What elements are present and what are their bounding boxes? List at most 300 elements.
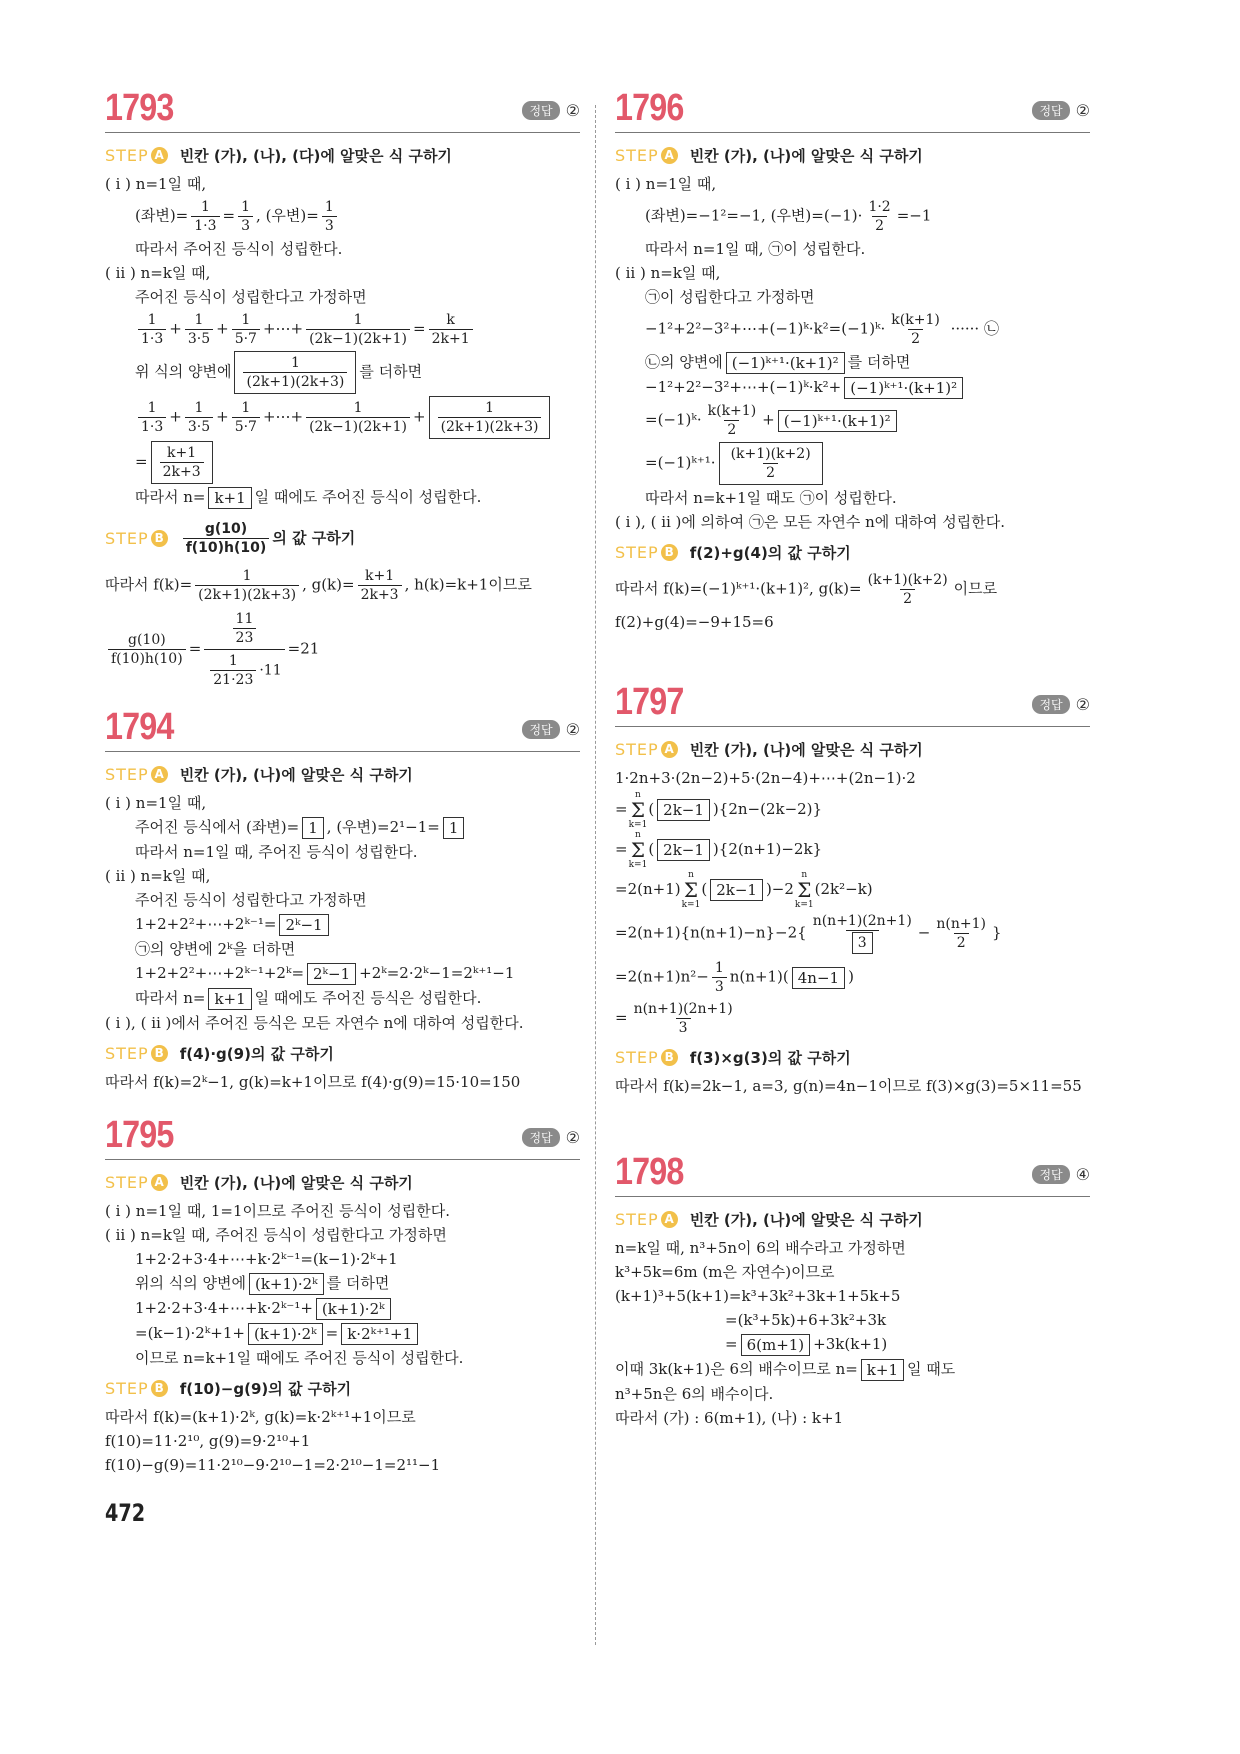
math-text: 빈칸 (가), (나)에 알맞은 식 구하기 [689, 741, 923, 759]
math-text: 주어진 등식이 성립한다고 가정하면 [135, 891, 367, 909]
answer-badge: 정답 [522, 1128, 559, 1147]
math-fraction [195, 567, 299, 604]
math-text: 3 [678, 1020, 688, 1036]
problem-header [105, 707, 580, 752]
step-heading [615, 1047, 1090, 1068]
math-text: + [216, 319, 229, 338]
fraction-denominator [243, 372, 347, 391]
answer-badge: 정답 [1032, 695, 1069, 714]
math-text: 따라서 n= [135, 488, 206, 506]
fraction-numerator [631, 1000, 736, 1018]
math-fraction [306, 311, 410, 348]
math-text: 1·2 [868, 199, 891, 215]
math-text: (2k+1)(2k+3) [246, 374, 345, 390]
step-heading [105, 1172, 580, 1193]
sum-lower: k=1 [628, 820, 648, 830]
solution-line [615, 957, 1090, 998]
problem-header [615, 88, 1090, 133]
math-fraction [728, 445, 814, 482]
math-fraction [210, 652, 256, 689]
math-fraction [810, 912, 915, 955]
math-text: 빈칸 (가), (나)에 알맞은 식 구하기 [179, 766, 413, 784]
math-text: (k+1)·2ᵏ [321, 1300, 385, 1318]
answer-box [151, 441, 213, 484]
math-text: 21·23 [213, 672, 254, 688]
math-fraction [429, 311, 473, 348]
solution-line [615, 1382, 1090, 1406]
step-title [690, 542, 851, 563]
math-text: 3 [324, 218, 334, 234]
math-text: ( ⅱ ) n=k일 때, 주어진 등식이 성립한다고 가정하면 [105, 1226, 447, 1244]
math-text: 따라서 n= [135, 989, 206, 1007]
sum-upper: n [801, 870, 808, 880]
math-text: f(3)×g(3)의 값 구하기 [689, 1049, 851, 1067]
problem-1795 [105, 1115, 580, 1491]
math-fraction [108, 631, 186, 668]
math-text: k [446, 312, 455, 328]
math-text: =21 [287, 639, 320, 658]
math-text: +⋯+ [262, 407, 304, 426]
answer-box [249, 1273, 324, 1295]
fraction-numerator [164, 444, 199, 462]
math-fraction [185, 311, 213, 348]
sum-lower: k=1 [628, 860, 648, 870]
math-text: −1²+2²−3²+⋯+(−1)ᵏ·k²=(−1)ᵏ· [645, 319, 886, 338]
math-text: 23 [235, 630, 254, 646]
fraction-denominator [204, 649, 284, 691]
step-heading [105, 518, 580, 559]
problem-number: 1797 [615, 681, 684, 723]
math-text: −1²+2²−3²+⋯+(−1)ᵏ·k²+ [645, 378, 842, 396]
fraction-denominator [676, 1018, 691, 1037]
math-text: 2 [911, 331, 921, 347]
math-text: 1 [714, 960, 724, 976]
answer-badge: 정답 [1032, 1165, 1069, 1184]
math-text: (2k²−k) [814, 880, 873, 898]
math-text: (k+1)·2ᵏ [254, 1275, 318, 1293]
answer-value: ② [1075, 101, 1090, 120]
step-title [690, 1209, 923, 1230]
step-title [180, 145, 452, 166]
fraction-numerator [351, 311, 366, 329]
solution-line [615, 910, 1090, 957]
fraction-denominator [900, 589, 915, 608]
math-text: g(10) [204, 521, 248, 537]
math-text: ( ⅱ ) n=k일 때, [615, 264, 721, 282]
math-text: f(4)·g(9)의 값 구하기 [179, 1045, 334, 1063]
math-fraction [888, 311, 943, 348]
fraction-denominator [322, 216, 337, 235]
math-text: =2(n+1){n(n+1)−n}−2{ [615, 923, 807, 942]
solution-line [615, 1074, 1090, 1098]
math-text: ㉠이 성립한다고 가정하면 [645, 288, 815, 306]
solution-line [105, 1453, 580, 1477]
summation [629, 790, 648, 830]
math-text: =2(n+1) [615, 880, 681, 898]
step-label: STEP [615, 543, 659, 562]
math-text: 일 때에도 주어진 등식은 성립한다. [254, 989, 482, 1007]
fraction-numerator [810, 912, 915, 930]
fraction-denominator [763, 463, 778, 482]
math-text: +2ᵏ=2·2ᵏ−1=2ᵏ⁺¹−1 [359, 964, 515, 982]
solution-line [615, 1236, 1090, 1260]
math-text: n(n+1)(2n+1) [812, 913, 912, 929]
solution-line [615, 766, 1090, 790]
fraction-denominator [429, 329, 473, 348]
answer-box [852, 932, 873, 954]
math-text: (2k−1)(2k+1) [309, 331, 407, 347]
solution-line [615, 350, 1090, 375]
math-text: 1 [147, 400, 157, 416]
math-text: 따라서 f(k)=(−1)ᵏ⁺¹·(k+1)², g(k)= [615, 579, 862, 598]
math-text: 1·3 [141, 419, 164, 435]
fraction-denominator [138, 329, 166, 348]
solution-line [615, 1284, 1090, 1308]
fraction-numerator [125, 631, 169, 649]
solution-line [615, 375, 1090, 400]
answer-box [316, 1298, 391, 1320]
right-column [615, 88, 1090, 1444]
math-text: ( ⅱ ) n=k일 때, [105, 867, 211, 885]
solution-line [615, 1332, 1090, 1357]
math-text: 3 [714, 979, 724, 995]
math-text: 위의 식의 양변에 [135, 1274, 246, 1292]
step-heading [105, 764, 580, 785]
answer-box [710, 879, 763, 901]
summation [795, 870, 814, 910]
math-text: = [615, 1008, 628, 1027]
math-text: + [413, 407, 426, 426]
step-label: STEP [105, 1379, 149, 1398]
fraction-denominator [954, 933, 969, 952]
math-text: + [216, 407, 229, 426]
math-text: 따라서 (가) : 6(m+1), (나) : k+1 [615, 1409, 844, 1427]
math-fraction [865, 571, 951, 608]
math-text: 1·3 [194, 218, 217, 234]
page-number: 472 [105, 1499, 146, 1527]
math-text: } [991, 923, 1002, 942]
step-heading [615, 145, 1090, 166]
math-text: 따라서 f(k)=(k+1)·2ᵏ, g(k)=k·2ᵏ⁺¹+1이므로 [105, 1408, 416, 1426]
answer-box [741, 1334, 811, 1356]
solution-line [105, 196, 580, 237]
step-letter-badge: B [661, 1049, 678, 1066]
math-text: 빈칸 (가), (나), (다)에 알맞은 식 구하기 [179, 147, 452, 165]
sigma-icon: Σ [630, 838, 646, 862]
math-text: 빈칸 (가), (나)에 알맞은 식 구하기 [179, 1174, 413, 1192]
solution-line [615, 261, 1090, 285]
fraction-numerator [865, 571, 951, 589]
math-fraction [358, 567, 402, 604]
math-text: 2k−1 [716, 881, 757, 899]
column-divider [595, 105, 596, 1645]
math-text: 1+2·2+3·4+⋯+k·2ᵏ⁻¹=(k−1)·2ᵏ+1 [135, 1250, 398, 1268]
math-text: 를 더하면 [326, 1274, 390, 1292]
fraction-numerator [288, 354, 303, 372]
fraction-denominator [108, 649, 186, 668]
math-text: ( ⅰ ) n=1일 때, [105, 175, 207, 193]
math-text: 이므로 [953, 579, 998, 598]
math-fraction [204, 608, 284, 691]
math-text: 1·2n+3·(2n−2)+5·(2n−4)+⋯+(2n−1)·2 [615, 769, 916, 787]
answer-value: ② [565, 720, 580, 739]
solution-line [105, 986, 580, 1011]
math-text: 2 [727, 422, 737, 438]
fraction-denominator [183, 538, 270, 557]
step-title [180, 1378, 351, 1399]
math-text: (k+1)³+5(k+1)=k³+3k²+3k+1+5k+5 [615, 1287, 901, 1305]
solution-line [105, 172, 580, 196]
math-text: f(2)+g(4)=−9+15=6 [615, 613, 774, 631]
fraction-numerator [443, 311, 457, 329]
math-text: 2k+3 [360, 587, 399, 603]
math-text: +3k(k+1) [813, 1335, 888, 1353]
math-text: 1 [448, 819, 459, 837]
math-text: n(n+1)(2n+1) [633, 1001, 733, 1017]
step-letter-badge: A [661, 1211, 678, 1228]
problem-1793 [105, 88, 580, 707]
math-text: 1+2+2²+⋯+2ᵏ⁻¹= [135, 915, 277, 933]
solution-line [105, 395, 580, 440]
fraction-denominator [238, 216, 253, 235]
solution-line [615, 237, 1090, 261]
math-text: f(10)h(10) [111, 651, 183, 667]
step-heading [105, 1378, 580, 1399]
fraction-numerator [865, 198, 893, 216]
math-text: + [762, 410, 775, 429]
summation [629, 830, 648, 870]
solution-line [105, 1271, 580, 1296]
fraction-numerator [322, 198, 337, 216]
math-text: , (우변)=2¹−1= [326, 818, 440, 836]
math-text: n=k일 때, n³+5n이 6의 배수라고 가정하면 [615, 1239, 906, 1257]
math-text: 주어진 등식이 성립한다고 가정하면 [135, 288, 367, 306]
answer-box [844, 377, 963, 399]
fraction-denominator [306, 417, 410, 436]
step-letter-badge: A [661, 147, 678, 164]
math-fraction [631, 1000, 736, 1037]
problem-header [615, 682, 1090, 727]
fraction-numerator [198, 198, 213, 216]
math-text: 2 [875, 218, 885, 234]
answer-box [208, 988, 251, 1010]
fraction-denominator [358, 585, 402, 604]
step-letter-badge: A [151, 147, 168, 164]
math-text: ){2n−(2k−2)} [712, 800, 823, 818]
step-label: STEP [105, 146, 149, 165]
step-heading [105, 145, 580, 166]
problem-1794 [105, 707, 580, 1115]
solution-line [615, 998, 1090, 1039]
math-fraction [185, 399, 213, 436]
math-text: 2k+1 [431, 331, 470, 347]
math-text: + [169, 407, 182, 426]
solution-line [105, 565, 580, 606]
math-text: (2k−1)(2k+1) [309, 419, 407, 435]
problem-header [615, 1152, 1090, 1197]
solution-line [615, 1357, 1090, 1382]
solution-line [105, 1223, 580, 1247]
math-text: 따라서 n=1일 때, ㉠이 성립한다. [645, 240, 866, 258]
math-fraction [160, 444, 204, 481]
solution-line [615, 830, 1090, 870]
math-text: ( ⅰ ) n=1일 때, [615, 175, 717, 193]
fraction-numerator [888, 311, 943, 329]
fraction-numerator [145, 311, 160, 329]
fraction-numerator [362, 567, 397, 585]
fraction-numerator [192, 399, 207, 417]
answer-box [861, 1359, 904, 1381]
step-letter-badge: B [151, 1045, 168, 1062]
fraction-numerator [227, 608, 263, 649]
answer-indicator [522, 720, 580, 739]
math-text: f(10)−g(9)=11·2¹⁰−9·2¹⁰−1=2·2¹⁰−1=2¹¹−1 [105, 1456, 441, 1474]
math-text: n(n+1) [936, 916, 986, 932]
math-fraction [306, 399, 410, 436]
solution-line [105, 440, 580, 485]
solution-line [105, 1296, 580, 1321]
math-text: = [135, 452, 148, 471]
math-text: k(k+1) [891, 312, 940, 328]
math-text: n(n+1)( [729, 967, 789, 986]
fraction-numerator [238, 311, 253, 329]
answer-indicator [1032, 695, 1090, 714]
math-text: (2k+1)(2k+3) [440, 419, 539, 435]
sum-upper: n [635, 830, 641, 840]
math-text: ㉠의 양변에 2ᵏ을 더하면 [135, 940, 296, 958]
math-text: (−1)ᵏ⁺¹·(k+1)² [850, 379, 958, 397]
fraction-numerator [192, 311, 207, 329]
answer-indicator [1032, 1165, 1090, 1184]
step-title [180, 1172, 413, 1193]
fraction-denominator [233, 628, 257, 647]
math-text: 1·3 [141, 331, 164, 347]
solution-line [105, 815, 580, 840]
fraction-numerator [933, 915, 989, 933]
math-text: 의 값 구하기 [272, 529, 356, 547]
math-text: ( ⅰ ), ( ⅱ )에 의하여 ㉠은 모든 자연수 n에 대하여 성립한다. [615, 513, 1006, 531]
sum-lower: k=1 [681, 900, 701, 910]
math-text: 3·5 [187, 419, 211, 435]
math-fraction [233, 610, 257, 647]
problem-number: 1798 [615, 1151, 684, 1193]
answer-box [279, 914, 328, 936]
answer-box [234, 351, 356, 394]
solution-line [615, 610, 1090, 634]
problem-number: 1795 [105, 1114, 174, 1156]
sum-lower: k=1 [794, 900, 814, 910]
sum-upper: n [688, 870, 694, 880]
solution-line [615, 486, 1090, 510]
math-text: k+1 [167, 445, 197, 461]
answer-indicator [522, 1128, 580, 1147]
math-text: +⋯+ [262, 319, 304, 338]
solution-line [615, 1406, 1090, 1430]
answer-box [657, 839, 710, 861]
math-text: 3 [857, 935, 867, 951]
step-letter-badge: A [151, 766, 168, 783]
fraction-numerator [240, 567, 255, 585]
answer-box [429, 396, 551, 439]
solution-line [105, 1011, 580, 1035]
math-text: 일 때도 [907, 1360, 956, 1378]
fraction-denominator [191, 216, 219, 235]
math-text: ( [648, 800, 655, 818]
solution-line [615, 510, 1090, 534]
math-text: (k+1)·2ᵏ [253, 1325, 317, 1343]
answer-value: ② [1075, 695, 1090, 714]
answer-box [657, 799, 710, 821]
math-fraction [183, 520, 270, 557]
math-text: 6(m+1) [746, 1336, 805, 1354]
math-text: + [169, 319, 182, 338]
fraction-denominator [846, 930, 879, 955]
answer-indicator [1032, 101, 1090, 120]
step-label: STEP [615, 146, 659, 165]
math-text: n³+5n은 6의 배수이다. [615, 1385, 774, 1403]
math-text: 빈칸 (가), (나)에 알맞은 식 구하기 [689, 1211, 923, 1229]
answer-value: ② [565, 101, 580, 120]
math-text: 1 [242, 568, 252, 584]
math-text: 11 [235, 611, 254, 627]
math-text: 5·7 [234, 331, 257, 347]
math-text: =−1 [896, 206, 932, 225]
problem-1796 [615, 88, 1090, 682]
math-text: 1 [353, 400, 363, 416]
math-text: 5·7 [234, 419, 257, 435]
problem-1797 [615, 682, 1090, 1152]
solution-line [105, 912, 580, 937]
math-text: 따라서 f(k)=2ᵏ−1, g(k)=k+1이므로 f(4)·g(9)=15·10=150 [105, 1073, 521, 1091]
math-text: g(10) [127, 632, 166, 648]
math-text: (k+1)(k+2) [730, 446, 811, 462]
solution-line [105, 1405, 580, 1429]
problem-number: 1794 [105, 706, 174, 748]
math-text: 1+2·2+3·4+⋯+k·2ᵏ⁻¹+ [135, 1299, 313, 1317]
math-fraction [238, 198, 253, 235]
solution-line [105, 485, 580, 510]
math-text: (k+1)(k+2) [867, 572, 948, 588]
math-text: (좌변)=−1²=−1, (우변)=(−1)· [645, 206, 863, 225]
answer-box [302, 817, 324, 839]
math-text: ( [648, 840, 655, 858]
solution-line [615, 285, 1090, 309]
math-text: 를 더하면 [359, 362, 423, 381]
math-text: = [615, 800, 628, 818]
math-text: 1 [228, 653, 238, 669]
math-text: ( ⅰ ) n=1일 때, [105, 794, 207, 812]
fraction-numerator [712, 959, 727, 977]
solution-line [105, 864, 580, 888]
math-text: 따라서 f(k)=2k−1, a=3, g(n)=4n−1이므로 f(3)×g(3)=5×11=55 [615, 1077, 1082, 1095]
fraction-denominator [724, 420, 739, 439]
problem-header [105, 88, 580, 133]
step-label: STEP [105, 765, 149, 784]
fraction-numerator [238, 399, 253, 417]
step-label: STEP [105, 1173, 149, 1192]
step-letter-badge: B [151, 530, 168, 547]
step-title [690, 1047, 851, 1068]
solution-line [615, 400, 1090, 441]
math-text: 1 [241, 312, 251, 328]
answer-box [341, 1323, 418, 1345]
fraction-numerator [351, 399, 366, 417]
math-text: 따라서 f(k)= [105, 575, 193, 594]
answer-box [443, 817, 465, 839]
fraction-denominator [306, 329, 410, 348]
fraction-numerator [728, 445, 814, 463]
math-text: k+1 [866, 1361, 898, 1379]
